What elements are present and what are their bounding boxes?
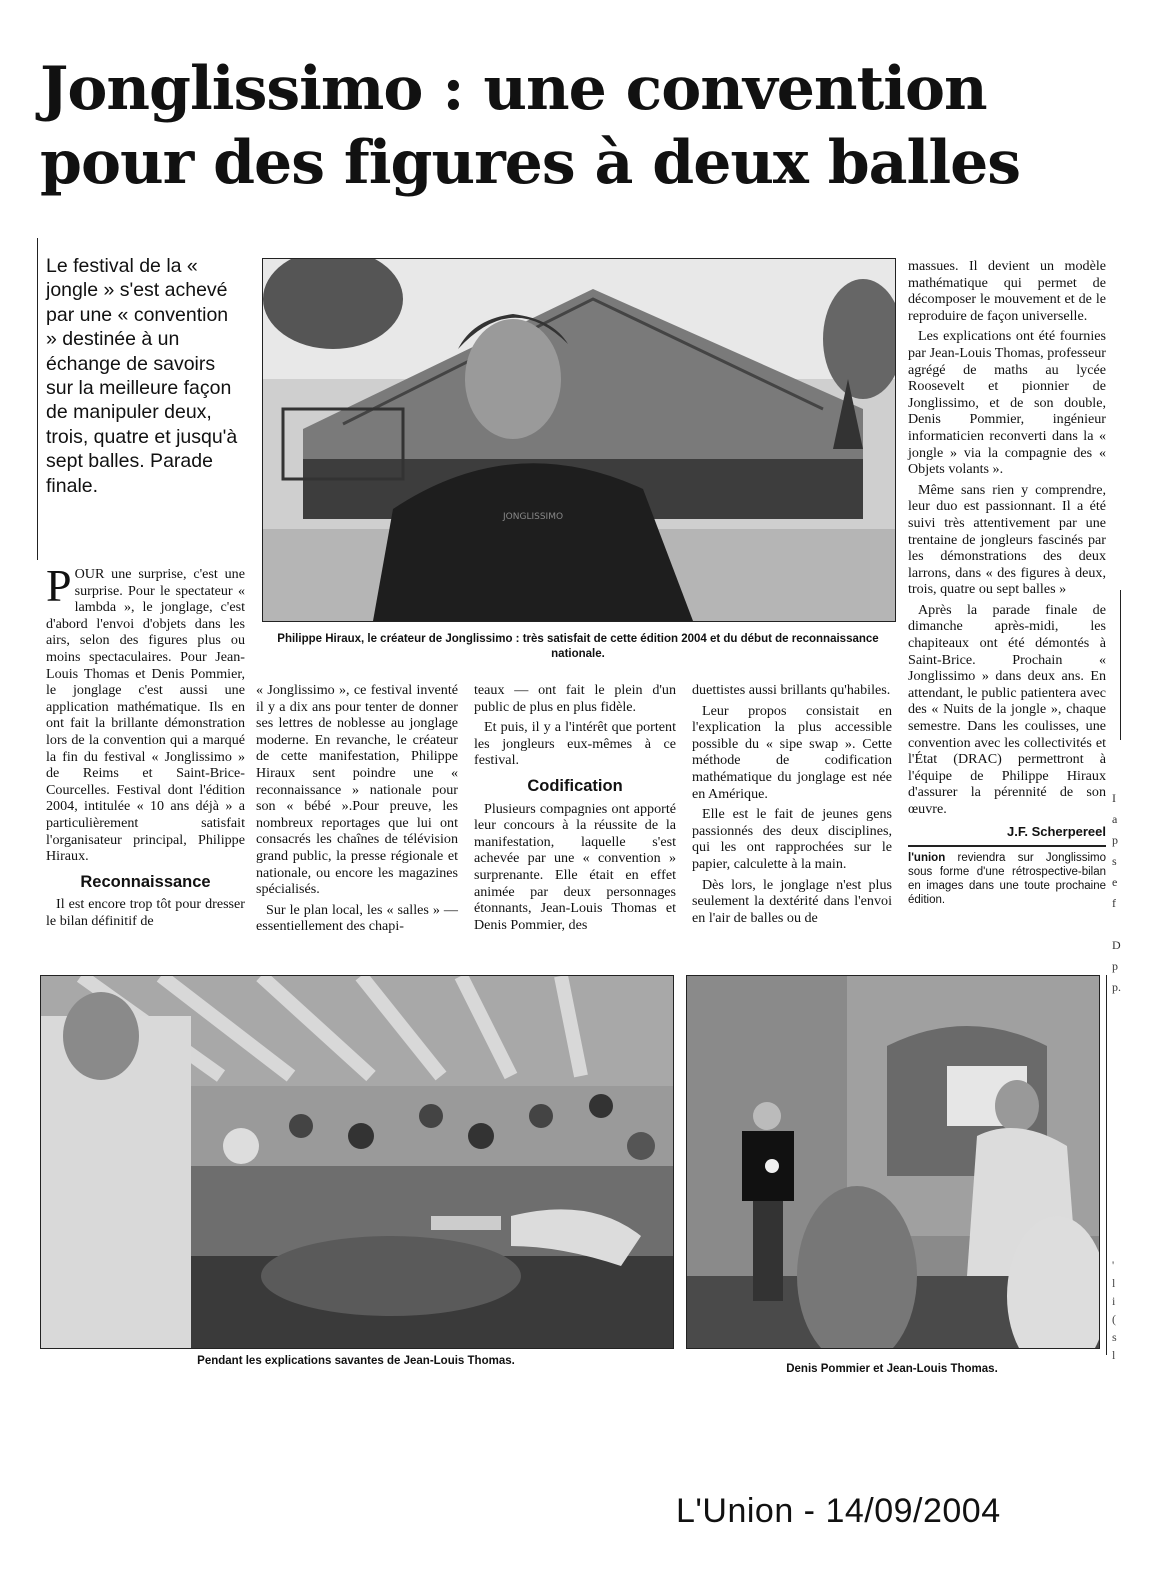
col3-paragraph-3: Plusieurs compagnies ont apporté leur concours à la réussite de la manifestation, laquelle s'est achevée par une « convention » surprenante. Elle était en effet animée par deux personnages étonnants, Jean-Louis Thomas et Denis Pommier, des bbox=[474, 800, 676, 933]
edge-letter bbox=[1112, 914, 1132, 935]
note-brand: l'union bbox=[908, 852, 946, 865]
caption-bottom-right: Denis Pommier et Jean-Louis Thomas. bbox=[786, 1363, 998, 1375]
column-3 bbox=[474, 682, 676, 937]
col5-paragraph-4: Après la parade finale de dimanche après-midi, les chapiteaux ont été démontés à Saint-Brice. Prochain « Jonglissimo » dans deux ans. En attendant, le public patientera avec des « Nuits de la jongle », chaque semestre. Dans les coulisses, une convention avec les collectivités et l'État (DRAC) permettront à l'équipe de Philippe Hiraux d'assurer la pérennité de son œuvre. bbox=[908, 601, 1106, 817]
col3-paragraph-1: teaux — ont fait le plein d'un public de plus en plus fidèle. bbox=[474, 682, 676, 715]
caption-top-photo: Philippe Hiraux, le créateur de Jonglissimo : très satisfait de cette édition 2004 et du début de reconnaissance nationale. bbox=[277, 633, 879, 660]
column-2 bbox=[256, 682, 458, 939]
edge-letter: ' bbox=[1112, 1258, 1115, 1272]
caption-bottom-left: Pendant les explications savantes de Jean-Louis Thomas. bbox=[197, 1355, 515, 1367]
adjacent-article-fragment bbox=[1112, 788, 1132, 998]
subhead-reconnaissance: Reconnaissance bbox=[80, 872, 211, 891]
col4-paragraph-4: Dès lors, le jonglage n'est plus seulement la dextérité dans l'envoi en l'air de balles ou de bbox=[692, 876, 892, 926]
col1-paragraph-1: OUR une surprise, c'est une surprise. Pour le spectateur « lambda », le jonglage, c'est d'abord l'envoi d'objets dans les airs, selon des figures plus ou moins spectaculaires. Pour Jean-Louis Thomas et Denis Pommier, le jonglage c'est aussi une application mathématique. Ils en ont fait la brillante démonstration lors de la convention qui a marqué la fin du festival « Jonglissimo » de Reims et Saint-Brice-Courcelles. Festival dont l'édition 2004, intitulée « 10 ans déjà » a particulièrement satisfait l'organisateur principal, Philippe Hiraux. bbox=[46, 566, 245, 865]
drop-cap: P bbox=[46, 560, 72, 611]
edge-letter: s bbox=[1112, 854, 1117, 868]
edge-letter: f bbox=[1112, 896, 1116, 910]
col4-paragraph-3: Elle est le fait de jeunes gens passionnés des deux disciplines, qui les ont rapprochées sur le papier, calculette à la main. bbox=[692, 806, 892, 872]
photo-philippe-hiraux bbox=[262, 258, 896, 622]
right-edge-rule-lower bbox=[1106, 975, 1107, 1355]
edge-letter: l bbox=[1112, 1276, 1116, 1290]
byline: J.F. Scherpereel bbox=[1007, 823, 1106, 839]
edge-letter: i bbox=[1112, 1294, 1116, 1308]
editorial-note bbox=[908, 845, 1106, 907]
edge-letter: e bbox=[1112, 875, 1118, 889]
photo-audience-tent bbox=[40, 975, 674, 1349]
col2-paragraph-2: Sur le plan local, les « salles » — essentiellement des chapi- bbox=[256, 901, 458, 935]
col4-paragraph-1: duettistes aussi brillants qu'habiles. bbox=[692, 682, 891, 698]
lede-rule bbox=[37, 238, 38, 560]
column-1 bbox=[46, 560, 245, 933]
photo-demonstration bbox=[686, 975, 1100, 1349]
column-5 bbox=[908, 258, 1106, 907]
edge-letter: a bbox=[1112, 812, 1118, 826]
col1-paragraph-2: Il est encore trop tôt pour dresser le bilan définitif de bbox=[46, 896, 245, 929]
lede: Le festival de la « jongle » s'est achevé par une « convention » destinée à un échange de savoirs sur la meilleure façon de manipuler deux, trois, quatre et jusqu'à sept balles. Parade finale. bbox=[46, 255, 238, 497]
headline-line-2: pour des figures à deux balles bbox=[40, 128, 1021, 198]
col5-paragraph-3: Même sans rien y comprendre, leur duo est passionnant. Il a été suivi très attentivement par une trentaine de jongleurs fascinés par les démonstrations des deux larrons, dans « des figures à deux, trois, quatre ou sept balles » bbox=[908, 481, 1106, 598]
edge-letter: p. bbox=[1112, 980, 1121, 994]
col4-paragraph-2: Leur propos consistait en l'explication la plus accessible possible du « sipe swap ». Cette méthode de codification mathématique du jonglage est née en Amérique. bbox=[692, 702, 892, 802]
edge-letter: ( bbox=[1112, 1312, 1116, 1326]
col5-paragraph-1: massues. Il devient un modèle mathématique qui permet de décomposer le mouvement et de le reproduire de façon universelle. bbox=[908, 258, 1106, 324]
col2-paragraph-1: « Jonglissimo », ce festival inventé il y a dix ans pour tenter de donner ses lettres de noblesse au jonglage moderne. En revanche, le créateur de cette manifestation, Philippe Hiraux sent poindre une « reconnaissance » nationale pour son « bébé ».Pour preuve, les nombreux reportages que lui ont consacrés les chaînes de télévision grand public, la presse régionale et nationale, ou encore les magazines spécialisés. bbox=[256, 682, 458, 898]
subhead-codification: Codification bbox=[527, 776, 623, 795]
edge-letter: s bbox=[1112, 1330, 1117, 1344]
edge-letter: p bbox=[1112, 833, 1118, 847]
right-edge-rule bbox=[1120, 590, 1121, 740]
headline-line-1: Jonglissimo : une convention bbox=[40, 54, 987, 124]
edge-letter: l bbox=[1112, 1348, 1116, 1362]
edge-letter: I bbox=[1112, 791, 1116, 805]
note-text: reviendra sur Jonglissimo sous forme d'une rétrospective-bilan en images dans une toute prochaine édition. bbox=[908, 852, 1107, 907]
col5-paragraph-2: Les explications ont été fournies par Jean-Louis Thomas, professeur agrégé de maths au lycée Roosevelt et pionnier de Jonglissimo, et de son double, Denis Pommier, ingénieur informaticien reconverti dans la « jongle » via la compagnie des « Objets volants ». bbox=[908, 328, 1106, 478]
shirt-print: JONGLISSIMO bbox=[503, 512, 564, 522]
col3-paragraph-2: Et puis, il y a l'intérêt que portent les jongleurs eux-mêmes à ce festival. bbox=[474, 719, 676, 769]
edge-letter: D bbox=[1112, 938, 1121, 952]
source-footer: L'Union - 14/09/2004 bbox=[676, 1492, 1001, 1530]
edge-letter: p bbox=[1112, 959, 1118, 973]
adjacent-article-fragment-lower bbox=[1112, 1256, 1128, 1364]
headline bbox=[40, 52, 1120, 200]
column-4 bbox=[692, 682, 892, 930]
